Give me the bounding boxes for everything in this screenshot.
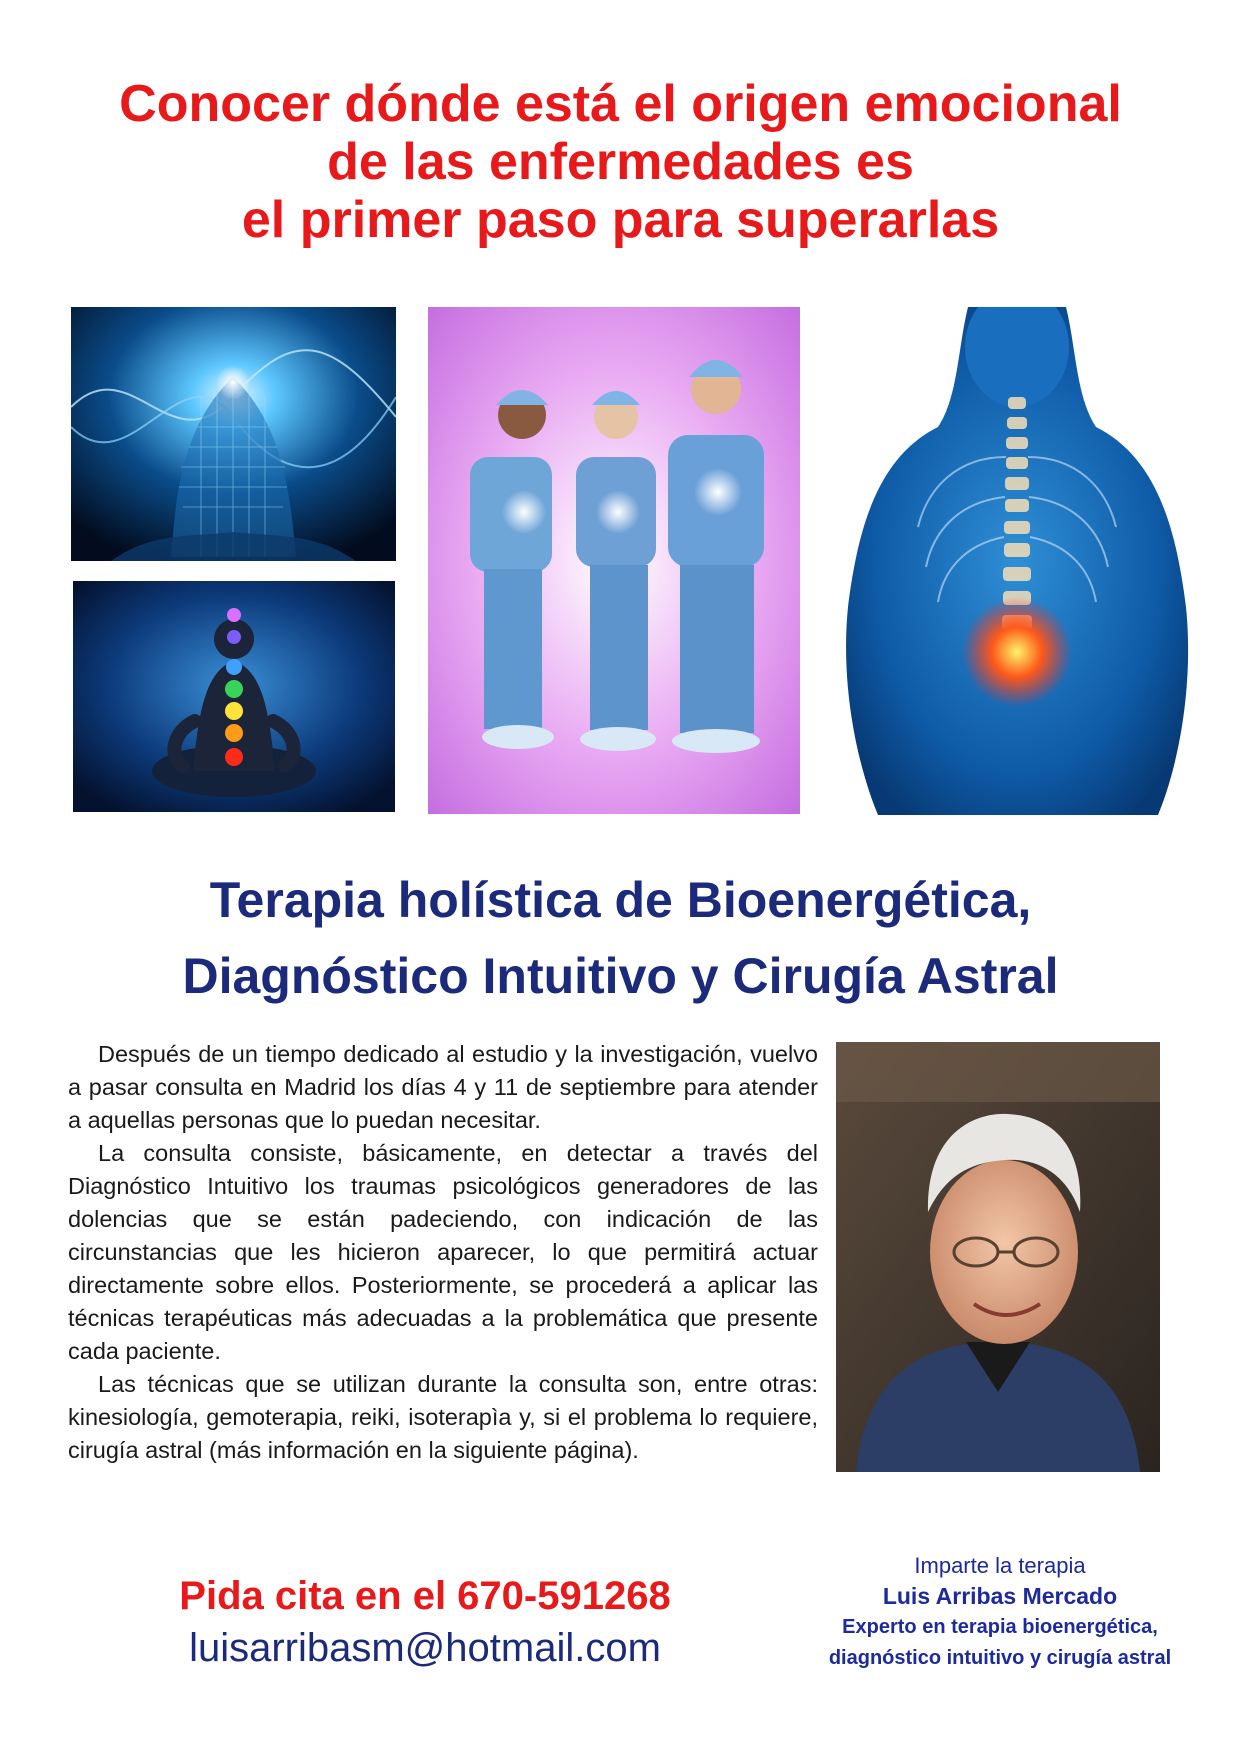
therapist-role-line-1: Experto en terapia bioenergética, (842, 1616, 1158, 1638)
digital-head-image (71, 307, 396, 561)
therapy-title (40, 862, 1201, 1014)
medical-team-image (428, 307, 800, 814)
therapy-title-line-1: Terapia holística de Bioenergética, (209, 872, 1032, 928)
headline-line-1: Conocer dónde está el origen emocional (119, 75, 1122, 133)
therapist-intro: Imparte la terapia (914, 1553, 1086, 1578)
therapist-role-line-2: diagnóstico intuitivo y cirugía astral (828, 1647, 1172, 1669)
description-paragraph-1: Después de un tiempo dedicado al estudio y la investigación, vuelvo a pasar consulta en Madrid los días 4 y 11 de septiembre para atender a aquellas personas que lo puedan necesitar. (68, 1041, 818, 1133)
therapist-portrait (836, 1042, 1160, 1472)
headline (40, 75, 1201, 249)
headline-line-3: el primer paso para superarlas (241, 191, 1000, 249)
description-paragraph-2: La consulta consiste, básicamente, en detectar a través del Diagnóstico Intuitivo los traumas psicológicos generadores de las dolencias que se están padeciendo, con indicación de las circunstancias que les hicieron aparecer, lo que permitirá actuar directamente sobre ellos. Posteriormente, se procederá a aplicar las técnicas terapéuticas más adecuadas a la problemática que presente cada paciente. (68, 1140, 818, 1364)
headline-line-2: de las enfermedades es (327, 133, 914, 191)
description-paragraph-3: Las técnicas que se utilizan durante la consulta son, entre otras: kinesiología, gemoterapia, reiki, isoterapìa y, si el problema lo requiere, cirugía astral (más información en la siguiente página). (68, 1371, 818, 1463)
therapy-title-line-2: Diagnóstico Intuitivo y Cirugía Astral (182, 948, 1059, 1004)
spine-back-image (838, 307, 1196, 815)
therapist-name: Luis Arribas Mercado (882, 1583, 1118, 1609)
therapist-credit (800, 1550, 1200, 1674)
appointment-phone: Pida cita en el 670-591268 (179, 1574, 671, 1618)
chakra-meditation-image (73, 581, 395, 812)
contact-email: luisarribasm@hotmail.com (189, 1626, 661, 1670)
description-text (68, 1038, 1160, 1478)
